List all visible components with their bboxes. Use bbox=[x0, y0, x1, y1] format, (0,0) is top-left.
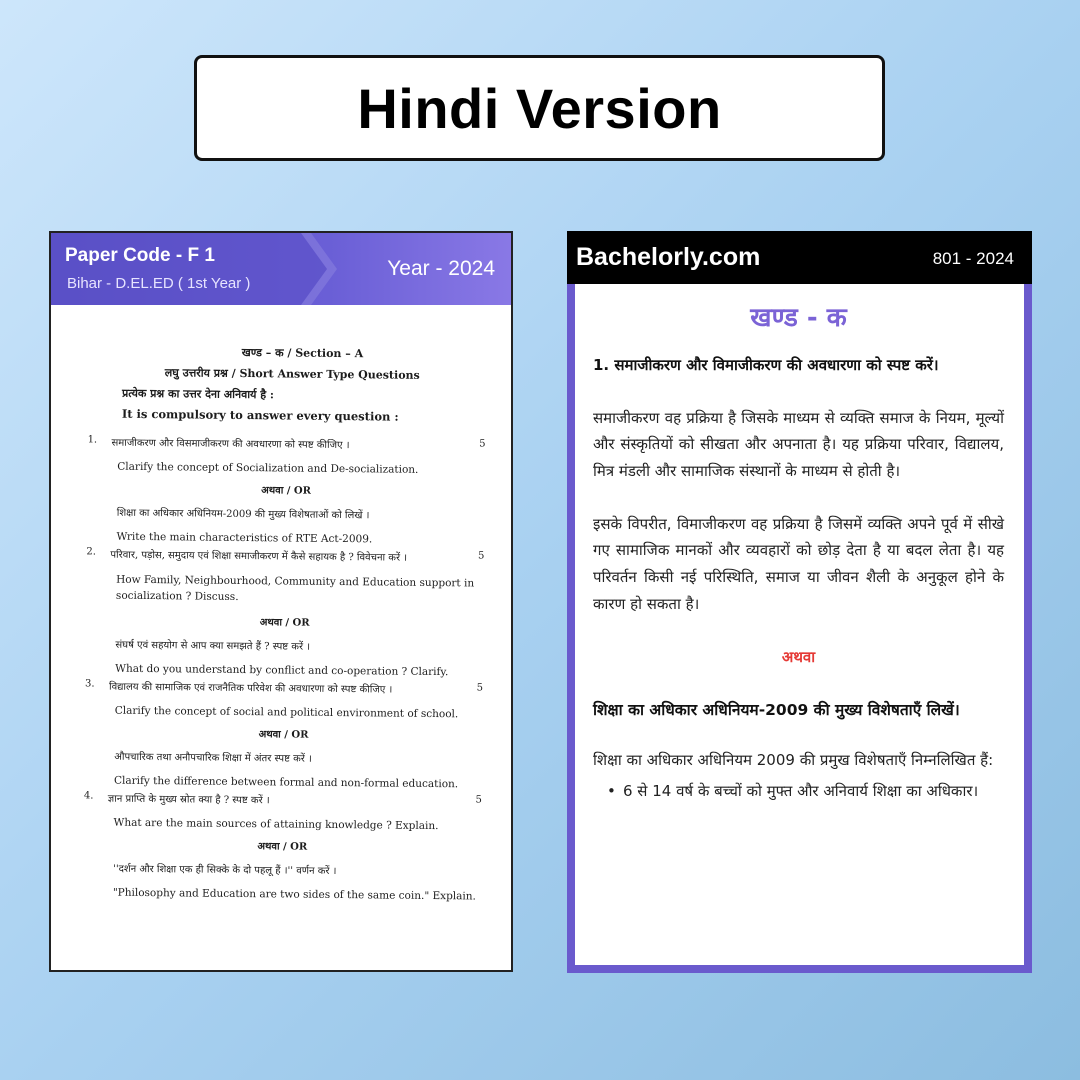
answer-card bbox=[567, 231, 1032, 973]
question-hi: परिवार, पड़ोस, समुदाय एवं शिक्षा समाजीकरण में कैसे सहायक है ? विवेचना करें । bbox=[110, 549, 408, 564]
alt-question-hi: ''दर्शन और शिक्षा एक ही सिक्के के दो पहलू हैं ।'' वर्णन करें । bbox=[113, 863, 337, 877]
alt-question-hi: औपचारिक तथा अनौपचारिक शिक्षा में अंतर स्पष्ट करें । bbox=[114, 751, 312, 765]
site-name: Bachelorly.com bbox=[576, 243, 761, 271]
alt-question-en: "Philosophy and Education are two sides of the same coin." Explain. bbox=[112, 886, 476, 902]
list-item: • 6 से 14 वर्ष के बच्चों को मुफ्त और अनिवार्य शिक्षा का अधिकार। bbox=[607, 778, 1004, 805]
answer-question-2: शिक्षा का अधिकार अधिनियम-2009 की मुख्य विशेषताएँ लिखें। bbox=[593, 701, 960, 720]
or-label: अथवा / OR bbox=[261, 485, 312, 497]
feature-list bbox=[593, 778, 1004, 805]
paper-header bbox=[51, 233, 511, 305]
answer-question-1: 1. समाजीकरण और विमाजीकरण की अवधारणा को स्पष्ट करें। bbox=[593, 356, 939, 374]
question-hi: विद्यालय की सामाजिक एवं राजनैतिक परिवेश की अवधारणा को स्पष्ट कीजिए । bbox=[108, 681, 393, 696]
question-number: 4. bbox=[83, 789, 94, 801]
question-mark: 5 bbox=[477, 550, 485, 562]
alt-question-en: What do you understand by conflict and co-operation ? Clarify. bbox=[115, 662, 449, 678]
question-mark: 5 bbox=[479, 438, 486, 450]
question-en: How Family, Neighbourhood, Community and Education support in socialization ? Discuss. bbox=[115, 573, 475, 603]
question-mark: 5 bbox=[475, 793, 482, 806]
answer-paragraph: शिक्षा का अधिकार अधिनियम 2009 की प्रमुख विशेषताएँ निम्नलिखित हैं: bbox=[593, 751, 994, 770]
question-hi: समाजीकरण और विसमाजीकरण की अवधारणा को स्पष्ट कीजिए । bbox=[111, 437, 350, 452]
answer-paragraph: समाजीकरण वह प्रक्रिया है जिसके माध्यम से व्यक्ति समाज के नियम, मूल्यों और संस्कृतियों को सीखता और अपनाता है। यह प्रक्रिया परिवार, विद्यालय, मित्र मंडली और सामाजिक संस्थानों के माध्यम से होती है। bbox=[593, 408, 1004, 480]
or-label: अथवा / OR bbox=[257, 840, 308, 853]
scan-section: खण्ड – क / Section – A bbox=[241, 346, 364, 361]
answer-body bbox=[567, 284, 1032, 973]
paper-code: Paper Code - F 1 bbox=[65, 245, 215, 266]
scanned-paper bbox=[49, 305, 513, 972]
question-en: Clarify the concept of social and political environment of school. bbox=[114, 704, 459, 720]
question-en: What are the main sources of attaining knowledge ? Explain. bbox=[113, 816, 439, 832]
alt-question-en: Clarify the difference between formal and non-formal education. bbox=[113, 774, 459, 790]
answer-topbar bbox=[567, 231, 1032, 284]
or-label: अथवा / OR bbox=[259, 616, 310, 629]
question-number: 2. bbox=[86, 546, 97, 558]
question-number: 3. bbox=[84, 677, 95, 689]
alt-question-hi: संघर्ष एवं सहयोग से आप क्या समझते हैं ? स्पष्ट करें । bbox=[115, 639, 311, 653]
or-label: अथवा / OR bbox=[258, 728, 309, 741]
paper-ref: 801 - 2024 bbox=[932, 249, 1014, 268]
scan-question bbox=[84, 790, 482, 808]
question-en: Clarify the concept of Socialization and De-socialization. bbox=[117, 460, 419, 476]
scan-instruction-hi: प्रत्येक प्रश्न का उत्तर देना अनिवार्य है : bbox=[122, 386, 275, 402]
scan-question bbox=[86, 546, 484, 564]
alt-question-hi: शिक्षा का अधिकार अधिनियम-2009 की मुख्य विशेषताओं को लिखें । bbox=[116, 507, 370, 522]
scan-question bbox=[85, 678, 483, 696]
question-mark: 5 bbox=[476, 681, 484, 694]
scan-instruction-en: It is compulsory to answer every question : bbox=[121, 406, 399, 424]
board-name: Bihar - D.EL.ED ( 1st Year ) bbox=[67, 275, 251, 292]
alt-question-en: Write the main characteristics of RTE Act-2009. bbox=[116, 530, 373, 546]
or-divider: अथवा bbox=[781, 648, 816, 667]
scan-type: लघु उत्तरीय प्रश्न / Short Answer Type Questions bbox=[164, 366, 420, 382]
question-hi: ज्ञान प्राप्ति के मुख्य स्रोत क्या है ? स्पष्ट करें । bbox=[107, 793, 270, 806]
scan-question bbox=[88, 434, 486, 452]
section-heading: खण्ड - क bbox=[750, 303, 847, 333]
banner-title: Hindi Version bbox=[357, 76, 722, 140]
year-label: Year - 2024 bbox=[387, 257, 495, 280]
question-number: 1. bbox=[87, 434, 98, 446]
title-banner bbox=[194, 55, 885, 161]
answer-paragraph: इसके विपरीत, विमाजीकरण वह प्रक्रिया है जिसमें व्यक्ति अपने पूर्व में सीखे गए सामाजिक मानकों और व्यवहारों को छोड़ देता है या बदल लेता है। यह परिवर्तन किसी नई परिस्थिति, समाज या जीवन शैली के अनुकूल होने के कारण हो सकता है। bbox=[593, 514, 1004, 613]
question-paper-card bbox=[49, 231, 513, 972]
